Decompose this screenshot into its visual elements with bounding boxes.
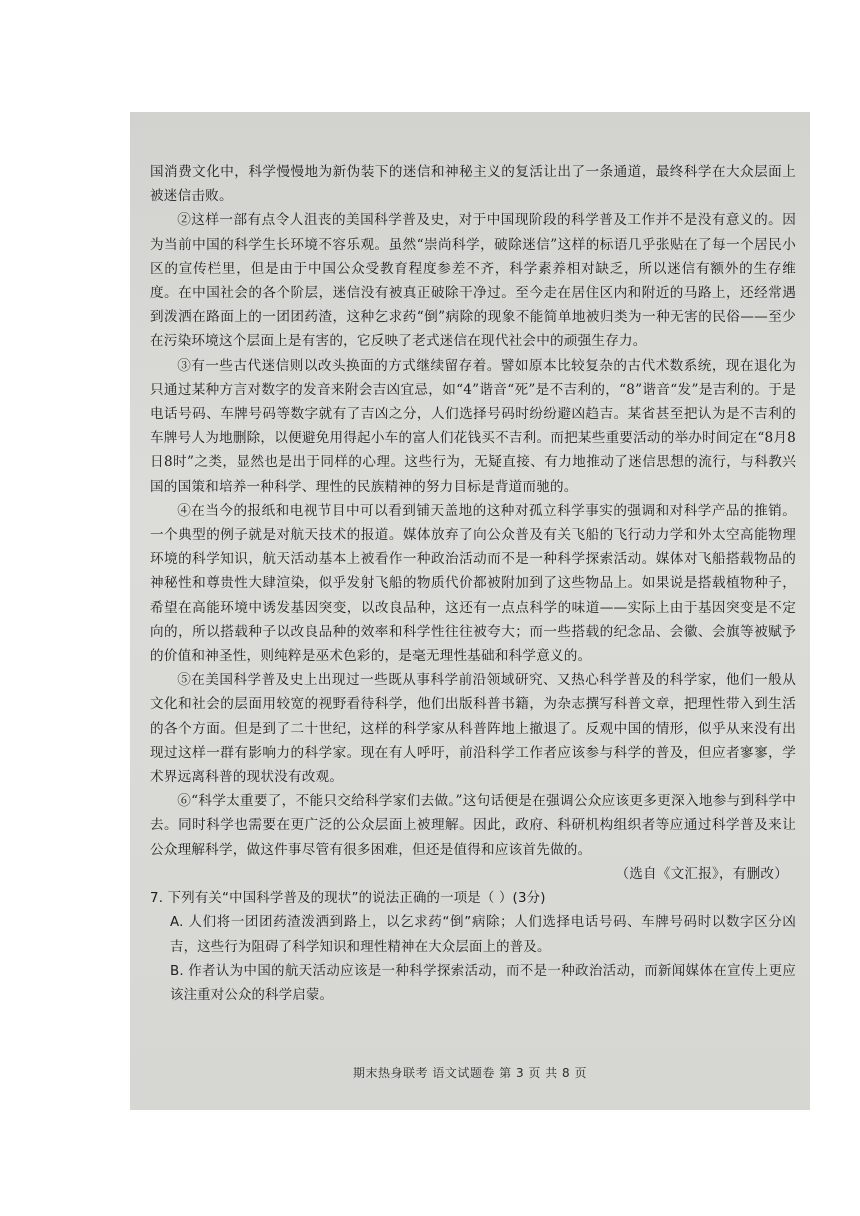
passage-paragraph-continued: 国消费文化中，科学慢慢地为新伪装下的迷信和神秘主义的复活让出了一条通道，最终科学在大众层面上被迷信击败。 xyxy=(150,164,796,205)
passage-paragraph-4: ④在当今的报纸和电视节目中可以看到铺天盖地的这种对孤立科学事实的强调和对科学产品的推销。一个典型的例子就是对航天技术的报道。媒体放弃了向公众普及有关飞船的飞行动力学和外太空高能物理环境的科学知识，航天活动基本上被看作一种政治活动而不是一种科学探索活动。媒体对飞船搭载物品的神秘性和尊贵性大肆渲染，似乎发射飞船的物质代价都被附加到了这些物品上。如果说是搭载植物种子，希望在高能环境中诱发基因突变，以改良品种，这还有一点点科学的味道——实际上由于基因突变是不定向的，所以搭载种子以改良品种的效率和科学性往往被夸大；而一些搭载的纪念品、会徽、会旗等被赋予的价值和神圣性，则纯粹是巫术色彩的，是毫无理性基础和科学意义的。 xyxy=(150,502,796,665)
reading-passage xyxy=(150,160,796,1008)
option-label: B. xyxy=(170,963,184,979)
option-b xyxy=(150,960,796,1008)
option-text: 作者认为中国的航天活动应该是一种科学探索活动，而不是一种政治活动，而新闻媒体在宣传上更应该注重对公众的科学启蒙。 xyxy=(170,963,796,1003)
passage-paragraph-2: ②这样一部有点令人沮丧的美国科学普及史，对于中国现阶段的科学普及工作并不是没有意义的。因为当前中国的科学生长环境不容乐观。虽然“崇尚科学，破除迷信”这样的标语几乎张贴在了每一个居民小区的宣传栏里，但是由于中国公众受教育程度参差不齐，科学素养相对缺乏，所以迷信有额外的生存维度。在中国社会的各个阶层，迷信没有被真正破除干净过。至今走在居住区内和附近的马路上，还经常遇到泼洒在路面上的一团团药渣，这种乞求药“倒”病除的现象不能简单地被归类为一种无害的民俗——至少在污染环境这个层面上是有害的，它反映了老式迷信在现代社会中的顽强生存力。 xyxy=(150,212,796,350)
option-label: A. xyxy=(170,915,184,931)
passage-paragraph-5: ⑤在美国科学普及史上出现过一些既从事科学前沿领域研究、又热心科学普及的科学家，他们一般从文化和社会的层面用较宽的视野看待科学，他们出版科普书籍，为杂志撰写科普文章，把理性带入到生活的各个方面。但是到了二十世纪，这样的科学家从科普阵地上撤退了。反观中国的情形，似乎从来没有出现过这样一群有影响力的科学家。现在有人呼吁，前沿科学工作者应该参与科学的普及，但应者寥寥，学术界远离科普的现状没有改观。 xyxy=(150,672,796,786)
option-a xyxy=(150,911,796,959)
question-stem: 7. 下列有关“中国科学普及的现状”的说法正确的一项是（ ）(3分) xyxy=(150,891,546,907)
passage-paragraph-6: ⑥“科学太重要了，不能只交给科学家们去做。”这句话便是在强调公众应该更多更深入地参与到科学中去。同时科学也需要在更广泛的公众层面上被理解。因此，政府、科研机构组织者等应通过科学普及来让公众理解科学，做这件事尽管有很多困难，但还是值得和应该首先做的。 xyxy=(150,793,796,858)
exam-page xyxy=(130,112,810,1110)
question-7 xyxy=(150,887,796,1008)
page-footer: 期末热身联考 语文试题卷 第 3 页 共 8 页 xyxy=(353,1066,587,1080)
option-text: 人们将一团团药渣泼洒到路上，以乞求药“倒”病除；人们选择电话号码、车牌号码时以数字区分凶吉，这些行为阻碍了科学知识和理性精神在大众层面上的普及。 xyxy=(170,915,796,955)
passage-paragraph-3: ③有一些古代迷信则以改头换面的方式继续留存着。譬如原本比较复杂的古代术数系统，现在退化为只通过某种方言对数字的发音来附会吉凶宜忌，如“4”谐音“死”是不吉利的，“8”谐音“发”是吉利的。于是电话号码、车牌号码等数字就有了吉凶之分，人们选择号码时纷纷避凶趋吉。某省甚至把认为是不吉利的车牌号人为地删除，以便避免用得起小车的富人们花钱买不吉利。而把某些重要活动的举办时间定在“8月8日8时”之类，显然也是出于同样的心理。这些行为，无疑直接、有力地推动了迷信思想的流行，与科教兴国的国策和培养一种科学、理性的民族精神的努力目标是背道而驰的。 xyxy=(150,357,796,495)
passage-source-note: （选自《文汇报》，有删改） xyxy=(615,865,788,882)
